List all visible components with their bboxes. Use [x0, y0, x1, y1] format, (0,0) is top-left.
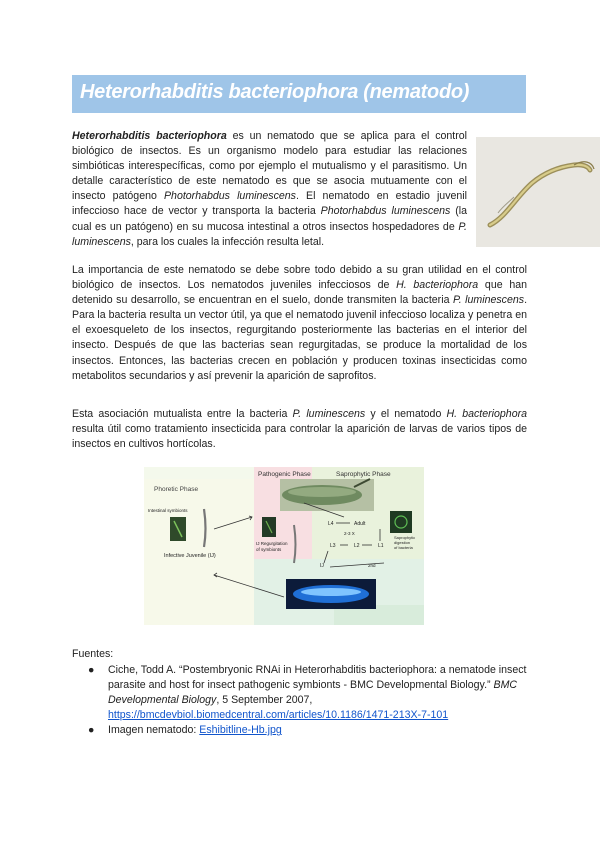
ij-regurgitation-label-2: of symbionts [256, 547, 282, 552]
lead-species-name: Heterorhabditis bacteriophora [72, 130, 227, 142]
saprophytic-micrograph [390, 511, 412, 533]
stage-ij: IJ [320, 563, 324, 569]
paragraph-mutualism: Esta asociación mutualista entre la bacteria P. luminescens y el nematodo H. bacteriophora resulta útil como tratamiento insecticida para controlar la aparición de larvas de varios tipos de insectos en cultivos hortícolas. [72, 408, 528, 451]
saprophytic-phase-label: Saprophytic Phase [336, 471, 391, 478]
ij-regurgitation-label: IJ Regurgitation [256, 541, 288, 546]
digestion-label-2: digestion [394, 540, 411, 545]
nematode-photo [476, 137, 600, 247]
stage-l1: L1 [378, 543, 384, 549]
stage-adult: Adult [354, 521, 366, 527]
stage-l3: L3 [330, 543, 336, 549]
caterpillar-image [280, 479, 374, 511]
pathogenic-phase-label: Pathogenic Phase [258, 471, 311, 478]
paragraph-importance: La importancia de este nematodo se debe sobre todo debido a su gran utilidad en el control biológico de insectos. Los nematodos juveniles infecciosos de H. bacteriophora que han detenido su desarrollo, se encuentran en el suelo, donde transmiten la bacteria P. luminescens. Para la bacteria resulta un vector útil, ya que el nematodo juvenil infeccioso localiza y penetra en el exoesqueleto de los insectos, regurgitando posteriormente las bacterias en el interior del insecto. Después de que las bacterias sean regurgitadas, se produce la mortalidad de los insectos. Entonces, las bacterias crecen en población y producen toxinas insecticidas como metabolitos secundarios y así prevenir la aparición de saprofitos. [72, 264, 528, 382]
stage-l4: L4 [328, 521, 334, 527]
stage-days: 2nd [368, 563, 376, 568]
sources-heading: Fuentes: [72, 648, 114, 660]
life-cycle-diagram [144, 467, 424, 625]
bullet-icon: ● [88, 724, 95, 737]
stage-cycle: 2-3 X [344, 531, 355, 536]
stage-l2: L2 [354, 543, 360, 549]
source-item: ● Imagen nematodo: Eshibitline-Hb.jpg [72, 723, 527, 738]
paragraph-intro: Heterorhabditis bacteriophora es un nematodo que se aplica para el control biológico de insectos. Es un organismo modelo para estudiar las relaciones simbióticas interespecíficas, como por ejemplo el mutualismo y el parasitismo. Un detalle característico de este nematodo es que se asocia mutuamente con el insecto patógeno Photorhabdus luminescens. El nematodo en estadio juvenil infeccioso hace de vector y transporta la bacteria Photorhabdus luminescens (la cual es un patógeno) en su mucosa intestinal a otros insectos hospedadores de P. luminescens, para los cuales la infección resulta letal. [72, 130, 468, 248]
digestion-label-3: of bacteria [394, 545, 413, 550]
glowing-larva-image [286, 579, 376, 609]
page-title: Heterorhabditis bacteriophora (nematodo) [80, 81, 470, 103]
source-link-image[interactable]: Eshibitline-Hb.jpg [199, 724, 282, 737]
infective-juvenile-label: Infective Juvenile (IJ) [164, 553, 216, 559]
sources-list [72, 663, 527, 738]
phoretic-phase-label: Phoretic Phase [154, 486, 199, 493]
digestion-label-1: Saprophytic [394, 535, 416, 540]
source-item: ● Ciche, Todd A. “Postembryonic RNAi in Heterorhabditis bacteriophora: a nematode insect parasite and host for insect pathogenic symbionts - BMC Developmental Biology.” BMC Developmental Biology, 5 September 2007, https://bmcdevbiol.biomedcentral.com/articles/10.1186/1471-213X-7-101 [88, 664, 527, 722]
bullet-icon: ● [88, 664, 95, 676]
intestinal-symbionts-label: Intestinal symbionts [148, 508, 188, 513]
source-link-bmc[interactable]: https://bmcdevbiol.biomedcentral.com/articles/10.1186/1471-213X-7-101 [108, 709, 449, 722]
title-banner [72, 75, 526, 113]
